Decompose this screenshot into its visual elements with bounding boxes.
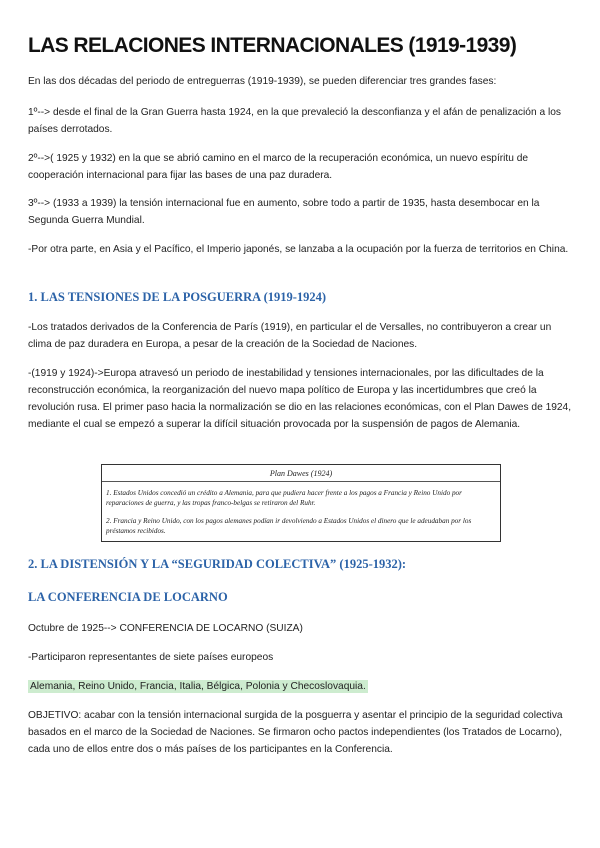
phase-2-paragraph: 2º-->( 1925 y 1932) en la que se abrió camino en el marco de la recuperación económica, un nuevo espíritu de cooperación internacional para fijar las bases de una paz duradera.: [28, 153, 529, 181]
plan-dawes-title: Plan Dawes (1924): [269, 469, 333, 478]
intro-paragraph: En las dos décadas del periodo de entreguerras (1919-1939), se pueden diferenciar tres grandes fases:: [28, 76, 497, 87]
asia-paragraph: -Por otra parte, en Asia y el Pacífico, el Imperio japonés, se lanzaba a la ocupación por la fuerza de territorios en China.: [28, 244, 569, 255]
objective-paragraph: OBJETIVO: acabar con la tensión internacional surgida de la posguerra y asentar el principio de la seguridad colectiva basados en el marco de la Sociedad de Naciones. Se firmaron ocho pactos independientes (los Tratados de Locarno), cada uno de ellos entre dos o más países de los participantes en la Conferencia.: [28, 710, 563, 755]
plan-dawes-item-2: 2. Francia y Reino Unido, con los pagos alemanes podían ir devolviendo a Estados Unidos el dinero que le adeudaban por los préstamos recibidos.: [106, 517, 472, 535]
locarno-date-paragraph: Octubre de 1925--> CONFERENCIA DE LOCARNO (SUIZA): [28, 623, 303, 634]
locarno-subheading: LA CONFERENCIA DE LOCARNO: [28, 590, 228, 604]
countries-line: [28, 678, 576, 695]
phase-1-paragraph: 1º--> desde el final de la Gran Guerra hasta 1924, en la que prevaleció la desconfianza y el afán de penalización a los países derrotados.: [28, 107, 561, 135]
page-title: LAS RELACIONES INTERNACIONALES (1919-1939): [28, 34, 517, 57]
section-1-paragraph-1: -Los tratados derivados de la Conferencia de París (1919), en particular el de Versalles, no contribuyeron a crear un clima de paz duradera en Europa, a pesar de la creación de la Sociedad de Naciones.: [28, 322, 552, 350]
section-1-heading: 1. LAS TENSIONES DE LA POSGUERRA (1919-1924): [28, 290, 327, 304]
phase-3-paragraph: 3º--> (1933 a 1939) la tensión internacional fue en aumento, sobre todo a partir de 1935, hasta desembocar en la Segunda Guerra Mundial.: [28, 198, 540, 226]
participants-paragraph: -Participaron representantes de siete países europeos: [28, 652, 274, 663]
plan-dawes-divider: [102, 481, 500, 482]
section-1-paragraph-2: -(1919 y 1924)->Europa atravesó un periodo de inestabilidad y tensiones internacionales, por las dificultades de la reconstrucción económica, la reorganización del nuevo mapa político de Europa y las incertidumbres que creó la revolución rusa. El primer paso hacia la normalización se dio en las relaciones económicas, con el Plan Dawes de 1924, mediante el cual se empezó a superar la difícil situación provocada por la suspensión de pagos de Alemania.: [28, 368, 572, 430]
plan-dawes-item-1: 1. Estados Unidos concedió un crédito a Alemania, para que pudiera hacer frente a los pagos a Francia y Reino Unido por reparaciones de guerra, y las tropas franco-belgas se retiraron del Ruhr.: [106, 489, 462, 507]
plan-dawes-box: [101, 464, 501, 542]
countries-highlight: Alemania, Reino Unido, Francia, Italia, Bélgica, Polonia y Checoslovaquia.: [30, 681, 366, 692]
section-2-heading: 2. LA DISTENSIÓN Y LA “SEGURIDAD COLECTIVA” (1925-1932):: [28, 557, 407, 571]
